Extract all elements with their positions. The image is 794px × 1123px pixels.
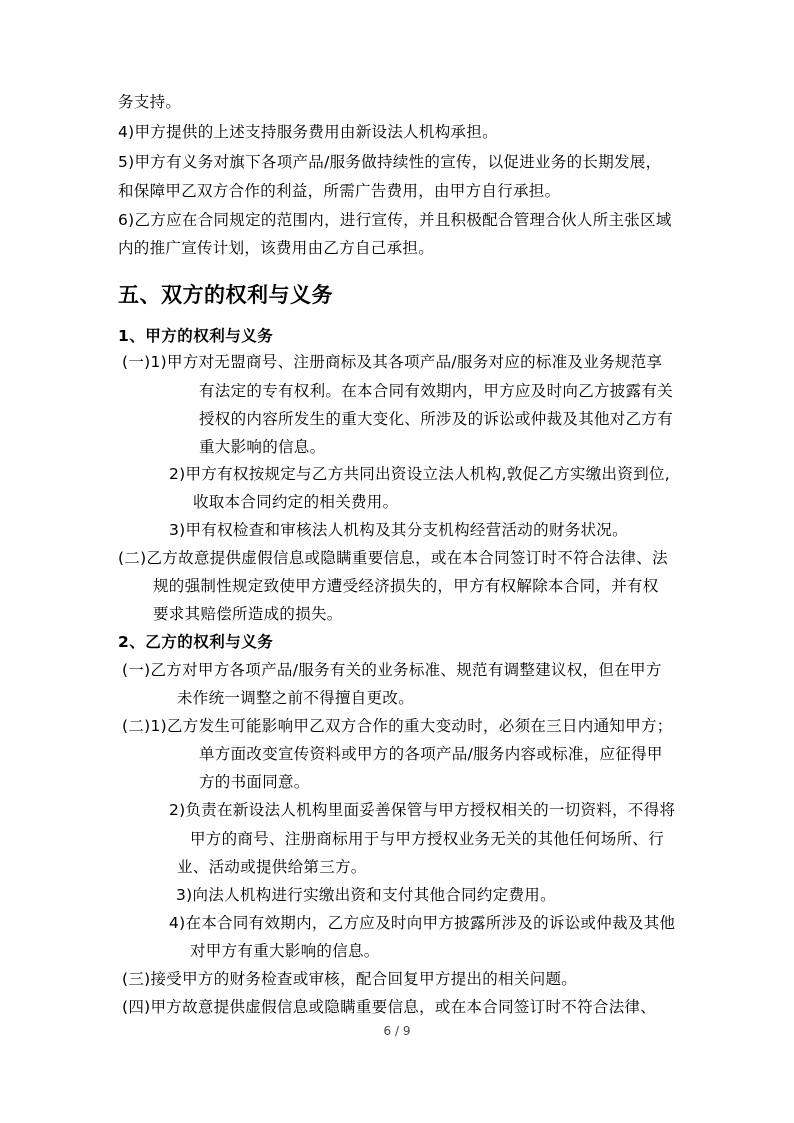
- paragraph-line: 有法定的专有权利。在本合同有效期内，甲方应及时向乙方披露有关: [199, 382, 674, 400]
- paragraph-line: 内的推广宣传计划，该费用由乙方自己承担。: [118, 239, 435, 257]
- paragraph-line: 授权的内容所发生的重大变化、所涉及的诉讼或仲裁及其他对乙方有: [199, 410, 674, 428]
- paragraph-line: (一)1)甲方对无盟商号、注册商标及其各项产品/服务对应的标准及业务规范享: [122, 353, 663, 371]
- paragraph-line: 3)向法人机构进行实缴出资和支付其他合同约定费用。: [176, 886, 556, 904]
- paragraph-line: 务支持。: [118, 93, 182, 111]
- paragraph-line: 未作统一调整之前不得擅自更改。: [177, 689, 415, 707]
- paragraph-line: (一)乙方对甲方各项产品/服务有关的业务标准、规范有调整建议权，但在甲方: [122, 661, 662, 679]
- paragraph-line: 3)甲有权检查和审核法人机构及其分支机构经营活动的财务状况。: [169, 521, 628, 539]
- paragraph-line: 要求其赔偿所造成的损失。: [153, 605, 343, 623]
- paragraph-line: 甲方的商号、注册商标用于与甲方授权业务无关的其他任何场所、行: [190, 830, 665, 848]
- paragraph-line: 和保障甲乙双方合作的利益，所需广告费用，由甲方自行承担。: [118, 182, 561, 200]
- subsection-heading-party-b: 2、乙方的权利与义务: [118, 633, 274, 651]
- paragraph-line: 对甲方有重大影响的信息。: [190, 942, 380, 960]
- paragraph-line: 重大影响的信息。: [199, 438, 326, 456]
- page-number: 6 / 9: [383, 1024, 411, 1038]
- subsection-heading-party-a: 1、甲方的权利与义务: [118, 327, 274, 345]
- paragraph-line: 6)乙方应在合同规定的范围内，进行宣传，并且积极配合管理合伙人所主张区域: [118, 211, 672, 229]
- paragraph-line: 单方面改变宣传资料或甲方的各项产品/服务内容或标准，应征得甲: [199, 745, 663, 763]
- paragraph-line: 规的强制性规定致使甲方遭受经济损失的，甲方有权解除本合同，并有权: [153, 577, 659, 595]
- paragraph-line: 业、活动或提供给第三方。: [177, 858, 367, 876]
- paragraph-line: (四)甲方故意提供虚假信息或隐瞒重要信息，或在本合同签订时不符合法律、: [122, 998, 657, 1016]
- paragraph-line: (二)1)乙方发生可能影响甲乙双方合作的重大变动时，必须在三日内通知甲方；: [122, 717, 673, 735]
- paragraph-line: (三)接受甲方的财务检查或审核，配合回复甲方提出的相关问题。: [122, 970, 578, 988]
- paragraph-line: 收取本合同约定的相关费用。: [193, 493, 399, 511]
- paragraph-line: 2)负责在新设法人机构里面妥善保管与甲方授权相关的一切资料，不得将: [169, 801, 676, 819]
- paragraph-line: 4)在本合同有效期内，乙方应及时向甲方披露所涉及的诉讼或仲裁及其他: [169, 914, 676, 932]
- paragraph-line: (二)乙方故意提供虚假信息或隐瞒重要信息，或在本合同签订时不符合法律、法: [118, 549, 668, 567]
- section-title: 五、双方的权利与义务: [118, 283, 333, 307]
- paragraph-line: 2)甲方有权按规定与乙方共同出资设立法人机构,敦促乙方实缴出资到位,: [169, 465, 670, 483]
- paragraph-line: 4)甲方提供的上述支持服务费用由新设法人机构承担。: [118, 123, 498, 141]
- paragraph-line: 方的书面同意。: [199, 773, 310, 791]
- paragraph-line: 5)甲方有义务对旗下各项产品/服务做持续性的宣传，以促进业务的长期发展，: [118, 153, 662, 171]
